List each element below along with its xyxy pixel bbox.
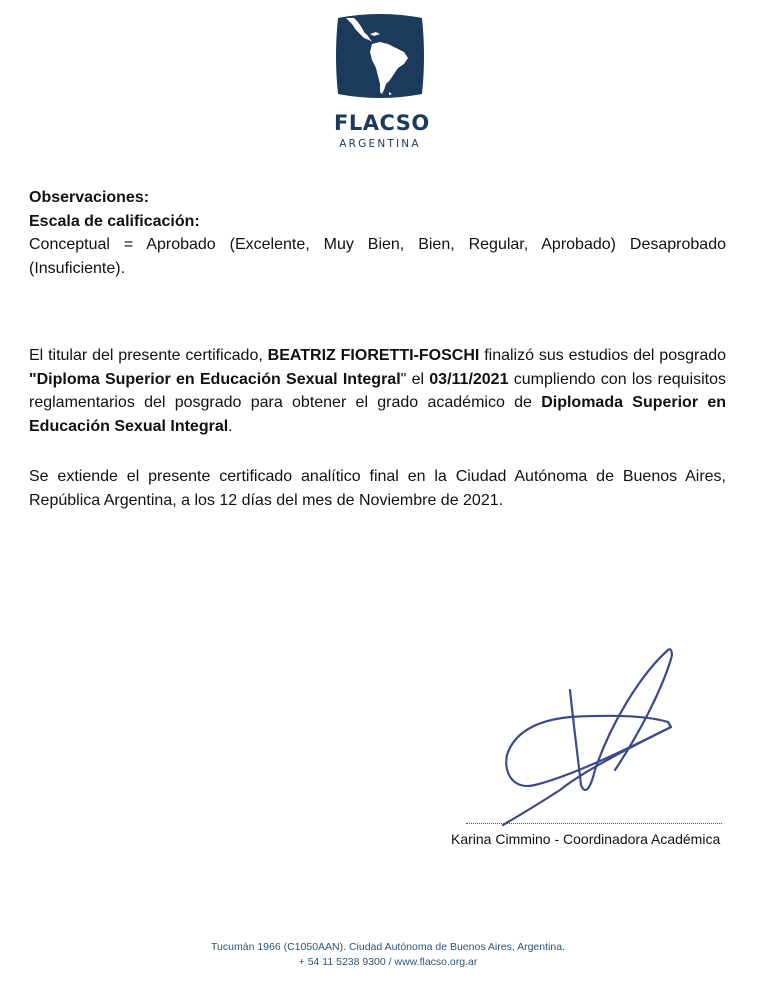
degree-name: Diplomada Superior en Educación Sexual Integral: [29, 394, 726, 435]
logo-subtitle: ARGENTINA: [339, 138, 421, 150]
text-segment: finalizó sus estudios del posgrado: [479, 347, 727, 364]
footer-address: Tucumán 1966 (C1050AAN). Ciudad Autónoma de Buenos Aires, Argentina.: [211, 941, 565, 953]
observations-heading: Observaciones:: [29, 189, 150, 206]
grading-scale-heading: Escala de calificación:: [29, 212, 200, 230]
text-segment: " el: [400, 370, 430, 388]
signer-label: Karina Cimmino - Coordinadora Académica: [451, 831, 721, 847]
open-quote: ": [29, 370, 37, 388]
certificate-paragraph: [29, 344, 726, 438]
observations-section: [29, 186, 726, 280]
holder-name: BEATRIZ FIORETTI-FOSCHI: [267, 347, 480, 364]
issuance-paragraph: Se extiende el presente certificado analítico final en la Ciudad Autónoma de Buenos Aires, República Argentina, a los 12 días del mes de Noviembre de 2021.: [29, 468, 726, 509]
program-name: Diploma Superior en Educación Sexual Integral: [36, 370, 401, 388]
completion-date: 03/11/2021: [429, 370, 509, 388]
logo-name: FLACSO: [334, 111, 430, 135]
footer: [0, 940, 776, 970]
text-segment: El titular del presente certificado,: [29, 347, 268, 364]
text-segment: .: [228, 417, 233, 435]
flacso-logo: [334, 14, 430, 152]
footer-contact: + 54 11 5238 9300 / www.flacso.org.ar: [298, 956, 478, 968]
signature-line: [466, 823, 722, 824]
signature-image: [495, 645, 705, 830]
text-segment: cumpliendo con los requisitos reglamentarios del posgrado para obtener el grado académico de: [29, 370, 726, 411]
grading-scale-text: Conceptual = Aprobado (Excelente, Muy Bien, Bien, Regular, Aprobado) Desaprobado (Insuficiente).: [29, 236, 726, 277]
latin-america-map-icon: [334, 14, 426, 98]
